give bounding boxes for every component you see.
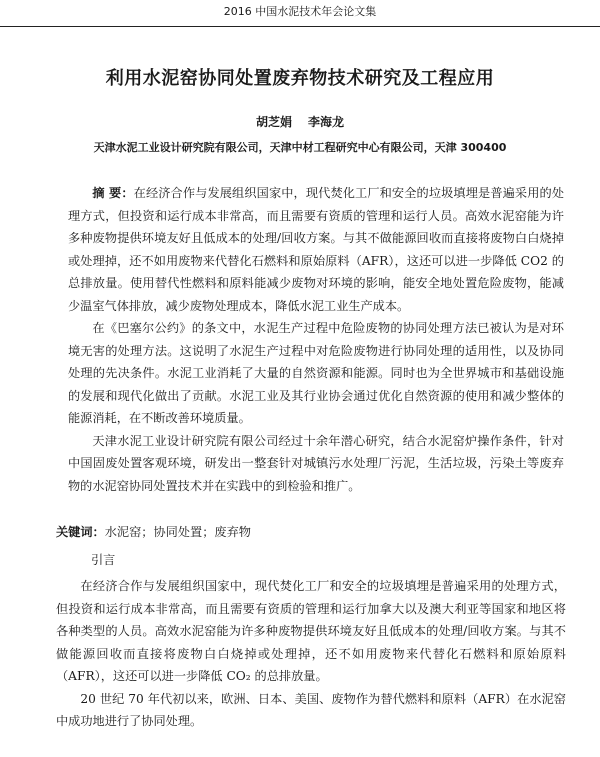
abstract-paragraph: 天津水泥工业设计研究院有限公司经过十余年潜心研究，结合水泥窑炉操作条件，针对中国固废处置客观环境，研发出一整套针对城镇污水处理厂污泥，生活垃圾，污染土等废弃物的水泥窑协同处置技术并在实践中的到检验和推广。: [68, 433, 564, 493]
running-head: 2016 中国水泥技术年会论文集: [223, 5, 377, 18]
keywords-text: 水泥窑；协同处置；废弃物: [104, 525, 251, 539]
introduction: [56, 575, 566, 733]
intro-paragraph: 在经济合作与发展组织国家中，现代焚化工厂和安全的垃圾填埋是普遍采用的处理方式，但投资和运行成本非常高，而且需要有资质的管理和运行加拿大以及澳大利亚等国家和地区将各种类型的人员。高效水泥窑能为许多种废物提供环境友好且低成本的处理/回收方案。与其不做能源回收而直接将废物白白烧掉或处理掉，还不如用废物来代替化石燃料和原始原料（AFR），这还可以进一步降低 CO₂ 的总排放量。: [56, 579, 566, 683]
author-list: [0, 113, 600, 130]
keywords-label: 关键词：: [56, 525, 105, 539]
author-name: 胡芝娟: [255, 115, 292, 129]
paper-title: 利用水泥窑协同处置废弃物技术研究及工程应用: [105, 68, 495, 89]
abstract-text: 在经济合作与发展组织国家中，现代焚化工厂和安全的垃圾填埋是普遍采用的处理方式，但投资和运行成本非常高，而且需要有资质的管理和运行人员。高效水泥窑能为许多种废物提供环境友好且低成本的处理/回收方案。与其不做能源回收而直接将废物白白烧掉或处理掉，还不如用废物来代替化石燃料和原始原料（AFR），这还可以进一步降低 CO2 的总排放量。使用替代性燃料和原料能减少废物对环境的影响，能安全地处置危险废物，能减少温室气体排放，减少废物处理成本，降低水泥工业生产成本。: [68, 186, 565, 313]
section-heading: 引言: [91, 553, 116, 567]
keywords: [56, 521, 552, 544]
author-name: 李海龙: [308, 115, 345, 129]
abstract: [68, 182, 564, 497]
abstract-paragraph: 在《巴塞尔公约》的条文中，水泥生产过程中危险废物的协同处理方法已被认为是对环境无害的处理方法。这说明了水泥生产过程中对危险废物进行协同处理的适用性，以及协同处理的先决条件。水泥工业消耗了大量的自然资源和能源。同时也为全世界城市和基础设施的发展和现代化做出了贡献。水泥工业及其行业协会通过优化自然资源的使用和减少整体的能源消耗，在不断改善环境质量。: [68, 321, 564, 425]
abstract-paragraph: [68, 182, 564, 317]
header-rule: [0, 26, 600, 27]
intro-paragraph: 20 世纪 70 年代初以来，欧洲、日本、美国、废物作为替代燃料和原料（AFR）在水泥窑中成功地进行了协同处理。: [56, 691, 566, 728]
abstract-label: 摘 要：: [92, 186, 134, 200]
affiliation: 天津水泥工业设计研究院有限公司，天津中材工程研究中心有限公司，天津 300400: [93, 141, 507, 154]
